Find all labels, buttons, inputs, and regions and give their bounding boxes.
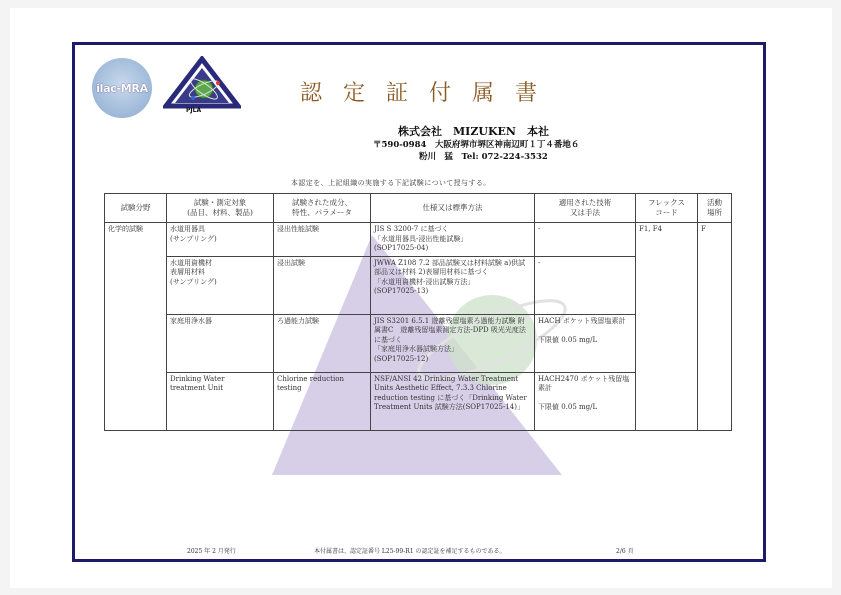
col-header-parameter: 試験された成分、 特性、パラメータ (274, 194, 371, 223)
table-header-row (105, 194, 732, 223)
method-cell: JIS S 3200-7 に基づく 「水道用器具-浸出性能試験」 (SOP17025-04) (371, 223, 535, 257)
page-title: 認定証付属書 (300, 81, 559, 106)
parameter-cell: ろ過能力試験 (274, 314, 371, 372)
method-cell: JWWA Z108 7.2 部品試験又は材料試験 a)供試部品又は材料 2)表層用材料に基づく 「水道用資機材-浸出試験方法」 (SOP17025-13) (371, 256, 535, 314)
table-row (105, 223, 732, 257)
object-cell: 家庭用浄水器 (167, 314, 274, 372)
col-header-object: 試験・測定対象 (品目、材料、製品) (167, 194, 274, 223)
page-number: 2/6 頁 (616, 548, 634, 555)
col-header-method: 仕様又は標準方法 (371, 194, 535, 223)
col-header-flex: フレックス コード (636, 194, 698, 223)
col-header-field: 試験分野 (105, 194, 167, 223)
ilac-mra-logo: ilac-MRA (92, 58, 152, 118)
pjla-label: PJLA (186, 107, 202, 114)
object-cell: 水道用器具 (サンプリング) (167, 223, 274, 257)
object-cell: 水道用資機材 表層用材料 (サンプリング) (167, 256, 274, 314)
parameter-cell: 浸出試験 (274, 256, 371, 314)
site-cell: F (698, 223, 732, 431)
intro-text: 本認定を、上記組織の実施する下記試験について授与する。 (291, 179, 491, 187)
technique-cell: - (535, 223, 636, 257)
col-header-technique: 適用された技術 又は手法 (535, 194, 636, 223)
issue-date: 2025 年 2 月発行 (187, 548, 236, 555)
field-cell: 化学的試験 (105, 223, 167, 431)
company-contact: 粉川 猛 Tel: 072-224-3532 (419, 152, 548, 162)
technique-cell: - (535, 256, 636, 314)
technique-cell: HACH ポケット残留塩素計 下限値 0.05 mg/L (535, 314, 636, 372)
company-address: 〒590-0984 大阪府堺市堺区神南辺町１丁４番地６ (373, 140, 580, 150)
object-cell: Drinking Water treatment Unit (167, 372, 274, 430)
parameter-cell: Chlorine reduction testing (274, 372, 371, 430)
footer-note: 本付属書は、認定証番号 L25-99-R1 の認定証を補足するものである。 (314, 548, 506, 555)
parameter-cell: 浸出性能試験 (274, 223, 371, 257)
method-cell: NSF/ANSI 42 Drinking Water Treatment Units Aesthetic Effect, 7.3.3 Chlorine reduction testing に基づく「Drinking Water Treatment Units 試験方法(SOP17025-14)」 (371, 372, 535, 430)
company-name: 株式会社 MIZUKEN 本社 (398, 125, 549, 138)
accreditation-scope-table (104, 193, 732, 431)
pjla-logo (163, 56, 241, 118)
technique-cell: HACH2470 ポケット残留塩素計 下限値 0.05 mg/L (535, 372, 636, 430)
col-header-site: 活動 場所 (698, 194, 732, 223)
method-cell: JIS S3201 6.5.1 遊離残留塩素ろ過能力試験 附属書C 遊離残留塩素測定方法-DPD 吸光光度法に基づく 「家庭用浄水器試験方法」 (SOP17025-12) (371, 314, 535, 372)
flex-cell: F1, F4 (636, 223, 698, 431)
